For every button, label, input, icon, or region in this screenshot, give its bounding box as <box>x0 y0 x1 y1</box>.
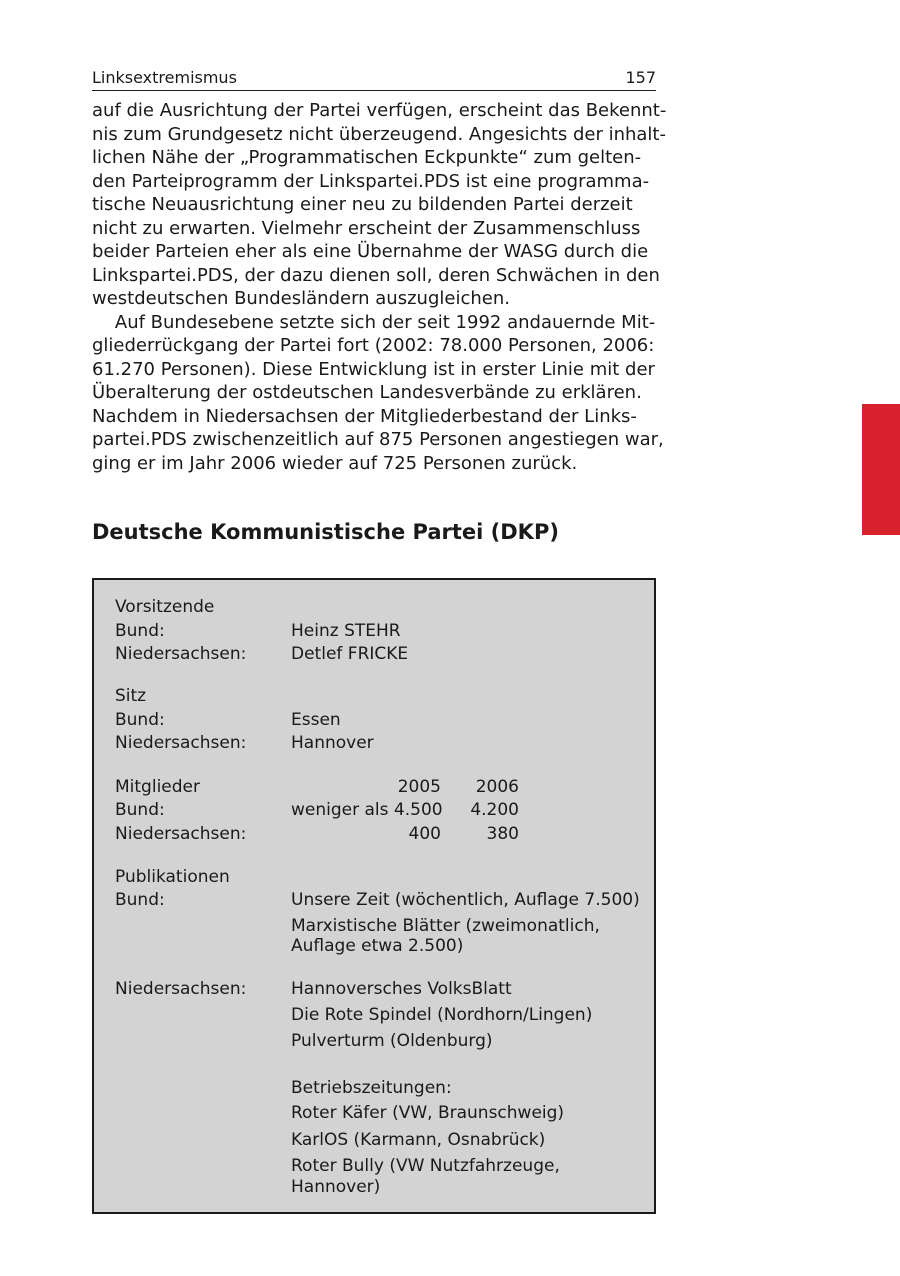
text-line: beider Parteien eher als eine Übernahme der WASG durch die <box>92 241 649 262</box>
text-line: partei.PDS zwischenzeitlich auf 875 Personen angestiegen war, <box>92 429 664 450</box>
label-vorsitzende: Vorsitzende <box>115 597 215 617</box>
running-title: Linksextremismus <box>92 68 237 87</box>
text-line: Überalterung der ostdeutschen Landesverbände zu erklären. <box>92 382 642 403</box>
publication-item: Pulverturm (Oldenburg) <box>291 1031 493 1051</box>
text-line: westdeutschen Bundesländern auszugleichen. <box>92 288 510 309</box>
text-line: lichen Nähe der „Programmatischen Eckpunkte“ zum gelten- <box>92 147 642 168</box>
body-text <box>92 99 667 475</box>
label-niedersachsen: Niedersachsen: <box>115 733 247 753</box>
publication-item: Roter Käfer (VW, Braunschweig) <box>291 1103 565 1123</box>
page-number: 157 <box>625 68 656 87</box>
text-line: den Parteiprogramm der Linkspartei.PDS ist eine programma- <box>92 170 650 192</box>
label-betriebszeitungen: Betriebszeitungen: <box>291 1078 452 1098</box>
value-sitz-bund: Essen <box>291 710 341 730</box>
publication-item: Hannover) <box>291 1177 381 1197</box>
text-line: Nachdem in Niedersachsen der Mitgliederbestand der Links- <box>92 405 637 427</box>
publication-item: Die Rote Spindel (Nordhorn/Lingen) <box>291 1005 593 1025</box>
publication-item: Unsere Zeit (wöchentlich, Auflage 7.500) <box>291 890 640 910</box>
text-line: nicht zu erwarten. Vielmehr erscheint der Zusammenschluss <box>92 217 641 239</box>
text-line: Linkspartei.PDS, der dazu dienen soll, deren Schwächen in den <box>92 264 660 286</box>
label-bund: Bund: <box>115 890 165 910</box>
text-line: nis zum Grundgesetz nicht überzeugend. Angesichts der inhalt- <box>92 123 666 145</box>
label-sitz: Sitz <box>115 686 147 706</box>
text-line: auf die Ausrichtung der Partei verfügen, erscheint das Bekennt- <box>92 100 667 121</box>
text-line: tische Neuausrichtung einer neu zu bildenden Partei derzeit <box>92 194 633 215</box>
chapter-thumb-tab <box>862 404 900 535</box>
value-mitglieder-bund-2005: weniger als 4.500 <box>291 800 443 820</box>
label-bund: Bund: <box>115 621 165 641</box>
label-mitglieder: Mitglieder <box>115 777 200 797</box>
text-line: gliederrückgang der Partei fort (2002: 78.000 Personen, 2006: <box>92 335 655 356</box>
publication-item: Hannoversches VolksBlatt <box>291 979 512 999</box>
value-mitglieder-nds-2006: 380 <box>486 824 519 844</box>
value-vorsitz-bund: Heinz STEHR <box>291 621 401 641</box>
year-2005: 2005 <box>397 777 441 797</box>
value-mitglieder-bund-2006: 4.200 <box>470 800 519 820</box>
value-sitz-nds: Hannover <box>291 733 374 753</box>
label-niedersachsen: Niedersachsen: <box>115 644 247 664</box>
label-bund: Bund: <box>115 710 165 730</box>
label-niedersachsen: Niedersachsen: <box>115 979 247 999</box>
publication-item: KarlOS (Karmann, Osnabrück) <box>291 1130 546 1150</box>
running-header <box>92 68 656 91</box>
text-line: 61.270 Personen). Diese Entwicklung ist in erster Linie mit der <box>92 358 655 380</box>
info-box <box>92 578 656 1214</box>
publication-item: Roter Bully (VW Nutzfahrzeuge, <box>291 1156 560 1176</box>
text-line: ging er im Jahr 2006 wieder auf 725 Personen zurück. <box>92 452 578 474</box>
label-niedersachsen: Niedersachsen: <box>115 824 247 844</box>
value-mitglieder-nds-2005: 400 <box>408 824 441 844</box>
publication-item: Auflage etwa 2.500) <box>291 936 464 956</box>
year-2006: 2006 <box>475 777 519 797</box>
label-bund: Bund: <box>115 800 165 820</box>
section-heading: Deutsche Kommunistische Partei (DKP) <box>92 520 559 544</box>
text-line: Auf Bundesebene setzte sich der seit 1992 andauernde Mit- <box>92 311 656 333</box>
publication-item: Marxistische Blätter (zweimonatlich, <box>291 916 600 936</box>
label-publikationen: Publikationen <box>115 867 230 887</box>
value-vorsitz-nds: Detlef FRICKE <box>291 644 409 664</box>
